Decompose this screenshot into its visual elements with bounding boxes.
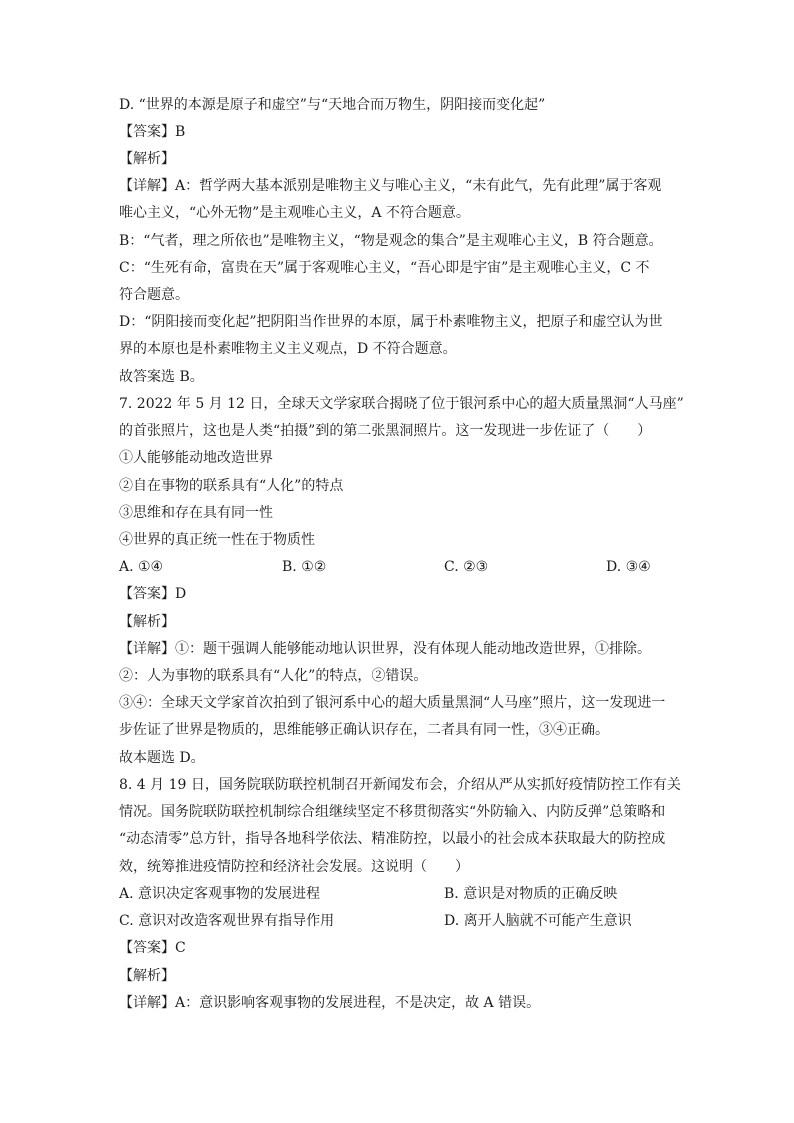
q6-detail-line: 符合题意。 <box>119 287 189 303</box>
q7-option-b: B. ①② <box>282 559 327 575</box>
q7-option-c: C. ②③ <box>444 559 489 575</box>
q7-detail-line: ③④：全球天文学家首次拍到了银河系中心的超大质量黑洞“人马座”照片，这一发现进一 <box>119 695 666 711</box>
q7-conclusion: 故本题选 D。 <box>119 750 205 766</box>
q7-item-3: ③思维和存在具有同一性 <box>119 505 273 521</box>
q8-option-a: A. 意识决定客观事物的发展进程 <box>119 886 321 902</box>
q6-conclusion: 故答案选 B。 <box>119 369 204 385</box>
q8-stem-line: 情况。国务院联防联控机制综合组继续坚定不移贯彻落实“外防输入、内防反弹”总策略和 <box>119 804 666 820</box>
q6-detail-line: 界的本原也是朴素唯物主义主义观点，D 不符合题意。 <box>119 341 457 357</box>
q6-detail-line: D：“阴阳接而变化起”把阴阳当作世界的本原，属于朴素唯物主义，把原子和虚空认为世 <box>119 314 663 330</box>
q7-detail-line: 步佐证了世界是物质的，思维能够正确认识存在，二者具有同一性，③④正确。 <box>119 722 609 738</box>
q6-detail-line: 唯心主义，“心外无物”是主观唯心主义，A 不符合题意。 <box>119 205 470 221</box>
q8-option-b: B. 意识是对物质的正确反映 <box>444 886 618 902</box>
q6-detail-line: B：“气者，理之所依也”是唯物主义，“物是观念的集合”是主观唯心主义，B 符合题意。 <box>119 233 663 249</box>
q8-analysis-heading: 【解析】 <box>119 968 175 984</box>
q8-detail-line: 【详解】A：意识影响客观事物的发展进程，不是决定，故 A 错误。 <box>119 995 541 1011</box>
q8-answer: 【答案】C <box>119 940 186 956</box>
q8-stem-line: “动态清零”总方针，指导各地科学依法、精准防控，以最小的社会成本获取最大的防控成 <box>119 831 666 847</box>
q8-stem-line: 效，统筹推进疫情防控和经济社会发展。这说明（ ） <box>119 859 469 875</box>
q7-item-4: ④世界的真正统一性在于物质性 <box>119 532 315 548</box>
q7-stem-line: 的首张照片，这也是人类“拍摄”到的第二张黑洞照片。这一发现进一步佐证了（ ） <box>119 423 652 439</box>
q7-option-d: D. ③④ <box>606 559 651 575</box>
q7-stem-line: 7. 2022 年 5 月 12 日，全球天文学家联合揭晓了位于银河系中心的超大质量黑洞“人马座” <box>119 396 684 412</box>
q7-option-a: A. ①④ <box>119 559 164 575</box>
q7-detail-line: ②：人为事物的联系具有“人化”的特点，②错误。 <box>119 668 428 684</box>
q6-answer: 【答案】B <box>119 124 186 140</box>
q7-item-1: ①人能够能动地改造世界 <box>119 450 273 466</box>
q7-detail-line: 【详解】①：题干强调人能够能动地认识世界，没有体现人能动地改造世界，①排除。 <box>119 641 651 657</box>
q8-stem-line: 8. 4 月 19 日，国务院联防联控机制召开新闻发布会，介绍从严从实抓好疫情防控工作有关 <box>119 777 681 793</box>
q7-analysis-heading: 【解析】 <box>119 614 175 630</box>
q7-answer: 【答案】D <box>119 586 187 602</box>
q8-option-c: C. 意识对改造客观世界有指导作用 <box>119 913 335 929</box>
q6-analysis-heading: 【解析】 <box>119 151 175 167</box>
q6-detail-line: C：“生死有命，富贵在天”属于客观唯心主义，“吾心即是宇宙”是主观唯心主义，C 不 <box>119 260 650 276</box>
q7-item-2: ②自在事物的联系具有“人化”的特点 <box>119 478 344 494</box>
q6-option-d: D. “世界的本源是原子和虚空”与“天地合而万物生，阴阳接而变化起” <box>119 97 546 113</box>
q6-detail-line: 【详解】A：哲学两大基本派别是唯物主义与唯心主义，“未有此气，先有此理”属于客观 <box>119 178 662 194</box>
q8-option-d: D. 离开人脑就不可能产生意识 <box>444 913 632 929</box>
